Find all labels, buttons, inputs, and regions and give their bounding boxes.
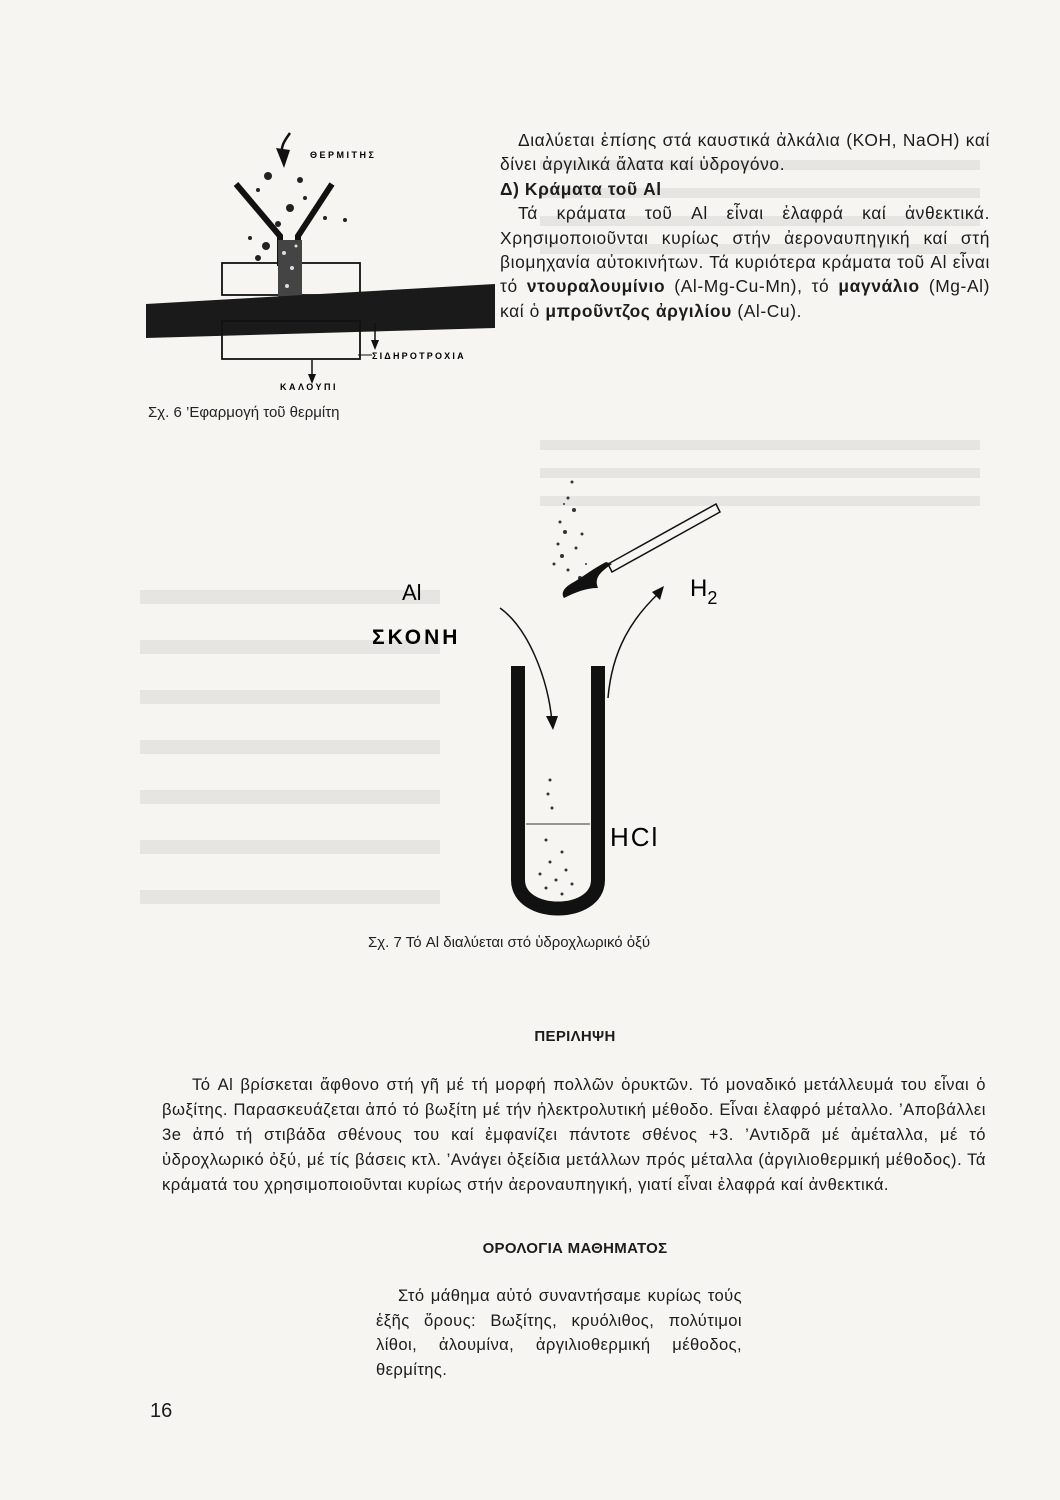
figure6-caption: Σχ. 6 ’Εφαρμογή τοῦ θερμίτη <box>148 404 340 421</box>
figure-thermite <box>140 128 500 418</box>
thermite-arrow-icon <box>276 133 290 168</box>
label-h2: $H_2$ <box>690 575 718 608</box>
mold-arrow-icon <box>308 360 316 384</box>
paragraph-alkali: Διαλύεται ἐπίσης στά καυστικά ἀλκάλια (ΚΟΗ, NaOH) καί δίνει ἀργιλικά ἄλατα καί ὑδρογόνο. <box>500 130 990 175</box>
alloy-magnalium: μαγνάλιο <box>838 276 920 297</box>
terminology-title: ΟΡΟΛΟΓΙΑ ΜΑΘΗΜΑΤΟΣ <box>482 1240 668 1257</box>
main-text-column <box>500 128 990 323</box>
test-tube <box>518 666 598 909</box>
alloy-aluminium-bronze: μπροῦντζος ἀργιλίου <box>545 300 732 321</box>
figure7-caption: Σχ. 7 Τό Al διαλύεται στό ὑδροχλωρικό ὀξύ <box>368 934 651 951</box>
hydrogen-arrow-icon <box>608 586 664 698</box>
label-thermite: ΘΕΡΜΙΤΗΣ <box>310 150 377 160</box>
summary-title: ΠΕΡΙΛΗΨΗ <box>534 1028 616 1045</box>
powder-arrow-icon <box>500 608 558 730</box>
figure-al-hcl <box>350 460 770 950</box>
terminology-paragraph: Στό μάθημα αὐτό συναντήσαμε κυρίως τούς ἑξῆς ὅρους: Βωξίτης, κρυόλιθος, πολύτιμοι λίθοι, ἀλουμίνα, ἀργιλιοθερμική μέθοδος, θερμίτης. <box>376 1286 742 1379</box>
reaction-bubbles <box>539 779 574 896</box>
label-rail: ΣΙΔΗΡΟΤΡΟΧΙΑ <box>372 351 466 361</box>
label-hcl: HCl <box>610 822 660 852</box>
alloy-aluminium-bronze-formula: (Al-Cu). <box>737 300 803 321</box>
rail-bar <box>146 284 495 338</box>
molten-column <box>278 240 302 298</box>
summary-text <box>162 1072 986 1197</box>
label-mold: ΚΑΛΟΥΠΙ <box>280 382 339 392</box>
section-heading-alloys: Δ) Κράματα τοῦ Al <box>500 178 662 199</box>
terminology-text <box>376 1284 742 1382</box>
alloys-intro: Τά κράματα τοῦ Al εἶναι ἐλαφρά καί ἀνθεκτικά. Χρησιμοποιοῦνται κυρίως στήν ἀεροναυπηγική καί στή βιομηχανία αὐτοκινήτων. Τά κυριότερα κράματα τοῦ Al εἶναι τό <box>500 203 990 297</box>
paragraph-alloys <box>500 201 990 323</box>
label-powder: ΣΚΟΝΗ <box>372 626 461 649</box>
page-number: 16 <box>150 1400 173 1422</box>
alloy-duralumin-formula: (Al-Mg-Cu-Mn), τό <box>674 276 830 297</box>
label-al: Al <box>402 580 422 605</box>
powder-stream <box>553 481 592 588</box>
summary-paragraph: Τό Al βρίσκεται ἄφθονο στή γῆ μέ τή μορφή πολλῶν ὀρυκτῶν. Τό μοναδικό μετάλλευμά του εἶναι ὁ βωξίτης. Παρασκευάζεται ἀπό τό βωξίτη μέ τήν ἠλεκτρολυτική μέθοδο. Εἶναι ἐλαφρό μέταλλο. ’Αποβάλλει 3e ἀπό τή στιβάδα σθένους του καί ἐμφανίζει πάντοτε σθένος +3. ’Αντιδρᾶ μέ ἀμέταλλα, μέ τό ὑδροχλωρικό ὀξύ, μέ τίς βάσεις κτλ. ’Ανάγει ὀξείδια μετάλλων πρός μέταλλα (ἀργιλιοθερμική μέθοδος). Τά κράματά του χρησιμοποιοῦνται κυρίως στήν ἀεροναυπηγική, γιατί εἶναι ἐλαφρά καί ἀνθεκτικά. <box>162 1075 986 1194</box>
alloy-magnalium-formula: (Mg-Al) καί ὁ <box>500 276 991 321</box>
alloy-duralumin: ντουραλουμίνιο <box>526 276 666 297</box>
